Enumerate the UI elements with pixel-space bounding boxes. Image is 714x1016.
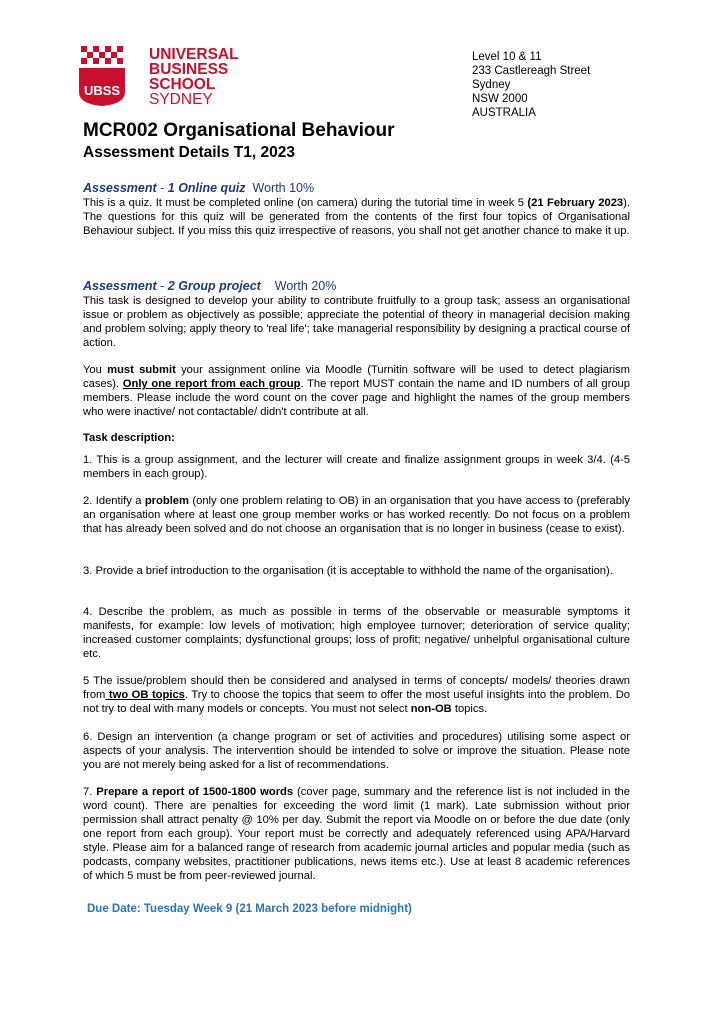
svg-text:UBSS: UBSS xyxy=(83,83,121,98)
task-item-1: 1. This is a group assignment, and the lecturer will create and finalize assignment groups in week 3/4. (4-5 members in each group). xyxy=(83,454,630,480)
task-description-heading: Task description: xyxy=(83,432,175,444)
task-item-4: 4. Describe the problem, as much as possible in terms of the observable or measurable symptoms it manifests, for example: low levels of motivation; high employee turnover; deterioration of service quality; increased customer complaints; dysfunctional groups; loss of profit; negative/ unhelpful organisational culture etc. xyxy=(83,606,630,660)
svg-text:BUSINESS: BUSINESS xyxy=(149,61,229,78)
assessment2-body: This task is designed to develop your ability to contribute fruitfully to a group task; assess an organisational issue or problem as objectively as possible; appreciate the potential of theory in managerial decision making and problem solving; apply theory to 'real life'; take managerial responsibility by designing a practical course of action. xyxy=(83,295,630,349)
assessment2-heading: Assessment - 2 Group project Worth 20% xyxy=(83,279,337,293)
ubss-logo xyxy=(79,44,259,106)
address-line: Level 10 & 11 xyxy=(472,51,542,63)
page-title: MCR002 Organisational Behaviour xyxy=(83,120,395,141)
task-item-3: 3. Provide a brief introduction to the organisation (it is acceptable to withhold the name of the organisation). xyxy=(83,565,613,577)
svg-text:SYDNEY: SYDNEY xyxy=(149,91,213,106)
task-item-2: 2. Identify a problem (only one problem relating to OB) in an organisation that you have access to (preferably an organisation where at least one group member works or has worked recently. Do not focus on a problem that has already been solved and do not choose an organisation that is no longer in business (cease to exist). xyxy=(83,495,630,535)
svg-text:SCHOOL: SCHOOL xyxy=(149,76,216,93)
task-item-5: 5 The issue/problem should then be considered and analysed in terms of concepts/ models/ theories drawn from two OB topics. Try to choose the topics that seem to offer the most useful insights into the problem. Do not try to deal with many models or concepts. You must not select non-OB topics. xyxy=(83,675,630,715)
assessment1-body: This is a quiz. It must be completed online (on camera) during the tutorial time in week 5 (21 February 2023). The questions for this quiz will be generated from the contents of the first four topics of Organisational Behaviour subject. If you miss this quiz irrespective of reasons, you shall not get another chance to make it up. xyxy=(83,197,630,237)
task-item-6: 6. Design an intervention (a change program or set of activities and procedures) utilising some aspect or aspects of your analysis. The intervention should be intended to solve or improve the situation. Please note you are not merely being asked for a list of recommendations. xyxy=(83,731,630,771)
address-line: 233 Castlereagh Street xyxy=(472,65,591,77)
address-line: Sydney xyxy=(472,79,511,91)
submission-instructions: You must submit your assignment online via Moodle (Turnitin software will be used to detect plagiarism cases). Only one report from each group. The report MUST contain the name and ID numbers of all group members. Please include the word count on the cover page and highlight the names of the group members who were inactive/ not contactable/ didn't contribute at all. xyxy=(83,364,630,418)
svg-text:UNIVERSAL: UNIVERSAL xyxy=(149,46,239,63)
address-line: AUSTRALIA xyxy=(472,107,536,119)
address-line: NSW 2000 xyxy=(472,93,528,105)
due-date: Due Date: Tuesday Week 9 (21 March 2023 before midnight) xyxy=(87,903,412,915)
address-block xyxy=(472,50,590,120)
task-item-7: 7. Prepare a report of 1500-1800 words (cover page, summary and the reference list is not included in the word count). There are penalties for exceeding the word limit (1 mark). Late submission without prior permission shall attract penalty @ 10% per day. Submit the report via Moodle on or before the due date (only one report from each group). Your report must be correctly and adequately referenced using APA/Harvard style. Please aim for a balanced range of research from academic journal articles and popular media (such as podcasts, company websites, practitioner publications, news items etc.). Use at least 8 academic references of which 5 must be from peer-reviewed journal. xyxy=(83,786,630,882)
page-subtitle: Assessment Details T1, 2023 xyxy=(83,144,295,161)
assessment1-heading: Assessment - 1 Online quiz Worth 10% xyxy=(83,181,315,195)
